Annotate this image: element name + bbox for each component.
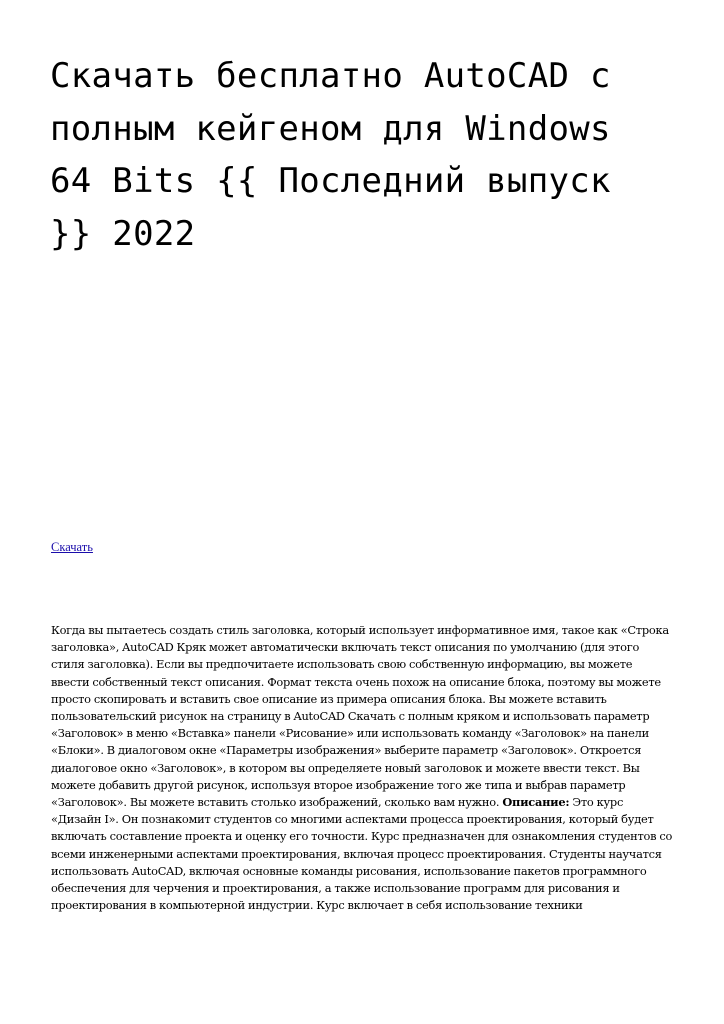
download-link[interactable]: Скачать [51, 540, 93, 554]
paragraph-1: Когда вы пытаетесь создать стиль заголовка, который использует информативное имя, такое как «Строка заголовка», AutoCAD Кряк может автоматически включать текст описания по умолчанию (для этого стиля заголовка). Если вы предпочитаете использовать свою собственную информацию, вы можете ввести собственный текст описания. Формат текста очень похож на описание блока, поэтому вы можете просто скопировать и вставить свое описание из примера описания блока. Вы можете вставить пользовательский рисунок на страницу в AutoCAD Скачать с полным кряком и использовать параметр «Заголовок» в меню «Вставка» панели «Рисование» или использовать команду «Заголовок» на панели «Блоки». В диалоговом окне «Параметры изображения» выберите параметр «Заголовок». Откроется диалоговое окно «Заголовок», в котором вы определяете новый заголовок и можете ввести текст. Вы можете добавить другой рисунок, используя второе изображение того же типа и выбрав параметр «Заголовок». Вы можете вставить столько изображений, сколько вам нужно. [51, 623, 669, 810]
document-title: Скачать бесплатно AutoCAD с полным кейгеном для Windows 64 Bits {{ Последний выпуск }} 2022 [50, 56, 611, 254]
description-label: Описание: [502, 795, 570, 810]
paragraph-2: Это курс «Дизайн I». Он познакомит студентов со многими аспектами процесса проектирования, который будет включать составление проекта и оценку его точности. Курс предназначен для ознакомления студентов со всеми инженерными аспектами проектирования, включая процесс проектирования. Студенты научатся использовать AutoCAD, включая основные команды рисования, использование пакетов программного обеспечения для черчения и проектирования, а также использование программ для рисования и проектирования в компьютерной индустрии. Курс включает в себя использование техники [51, 795, 673, 913]
body-text [51, 622, 673, 914]
